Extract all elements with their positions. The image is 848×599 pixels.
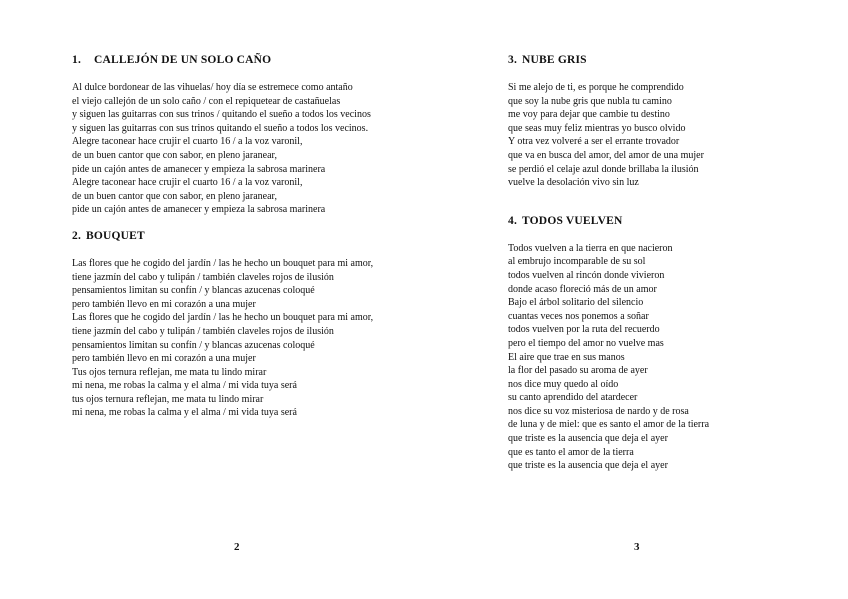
left-page-column	[72, 52, 402, 420]
lyric-line: y siguen las guitarras con sus trinos / quitando el sueño a todos los vecinos	[72, 109, 371, 121]
lyric-line: de luna y de miel: que es santo el amor de la tierra	[508, 419, 710, 431]
lyric-line: que triste es la ausencia que deja el ayer	[508, 460, 668, 472]
lyric-line: pide un cajón antes de amanecer y empieza la sabrosa marinera	[72, 163, 326, 175]
song-number: 2.	[72, 229, 82, 242]
lyric-line: Alegre taconear hace crujir el cuarto 16 / a la voz varonil,	[72, 177, 303, 189]
lyric-line: que soy la nube gris que nubla tu camino	[508, 95, 672, 107]
lyric-line: tiene jazmín del cabo y tulipán / también claveles rojos de ilusión	[72, 325, 334, 337]
lyric-line: Si me alejo de ti, es porque he comprendido	[508, 82, 684, 93]
lyric-line: pensamientos limitan su confín / y blancas azucenas coloqué	[72, 339, 315, 351]
lyric-line: nos dice muy quedo al oído	[508, 378, 619, 390]
lyric-line: nos dice su voz misteriosa de nardo y de rosa	[508, 405, 689, 417]
song-3	[508, 52, 808, 190]
lyric-line: el viejo callejón de un solo caño / con el repiquetear de castañuelas	[72, 95, 341, 107]
spacer	[508, 190, 808, 213]
lyric-line: Al dulce bordonear de las vihuelas/ hoy día se estremece como antaño	[72, 82, 353, 93]
page-number: 2	[234, 541, 240, 553]
lyric-line: Alegre taconear hace crujir el cuarto 16 / a la voz varonil,	[72, 136, 303, 148]
lyric-line: cuantas veces nos ponemos a soñar	[508, 310, 649, 322]
lyric-line: El aire que trae en sus manos	[508, 351, 625, 363]
lyric-line: donde acaso floreció más de un amor	[508, 283, 657, 295]
lyric-line: tus ojos ternura reflejan, me mata tu lindo mirar	[72, 393, 264, 405]
song-title-text: TODOS VUELVEN	[522, 214, 623, 227]
lyric-line: Bajo el árbol solitario del silencio	[508, 297, 644, 309]
lyric-line: mi nena, me robas la calma y el alma / mi vida tuya será	[72, 407, 297, 419]
lyric-line: su canto aprendido del atardecer	[508, 392, 638, 404]
song-lyrics	[508, 81, 808, 190]
lyric-line: que es tanto el amor de la tierra	[508, 446, 634, 458]
lyric-line: todos vuelven por la ruta del recuerdo	[508, 324, 660, 336]
song-lyrics	[72, 81, 402, 217]
lyric-line: de un buen cantor que con sabor, en pleno jaranear,	[72, 149, 277, 161]
lyric-line: pide un cajón antes de amanecer y empieza la sabrosa marinera	[72, 204, 326, 216]
song-title	[508, 52, 808, 68]
lyric-line: que seas muy feliz mientras yo busco olvido	[508, 122, 686, 134]
lyric-line: pero también llevo en mi corazón a una mujer	[72, 353, 256, 365]
lyric-line: me voy para dejar que cambie tu destino	[508, 109, 670, 121]
lyric-line: y siguen las guitarras con sus trinos quitando el sueño a todos los vecinos.	[72, 122, 369, 134]
lyric-line: Y otra vez volveré a ser el errante trovador	[508, 136, 680, 148]
lyric-line: mi nena, me robas la calma y el alma / mi vida tuya será	[72, 380, 297, 392]
song-2	[72, 228, 402, 420]
song-number: 4.	[508, 214, 518, 227]
spacer	[72, 217, 402, 228]
page-number: 3	[634, 541, 640, 553]
lyric-line: pero también llevo en mi corazón a una mujer	[72, 298, 256, 310]
right-page	[424, 0, 848, 599]
song-lyrics	[508, 242, 808, 473]
song-title	[72, 52, 402, 68]
song-4	[508, 213, 808, 473]
song-lyrics	[72, 257, 402, 420]
lyric-line: que va en busca del amor, del amor de una mujer	[508, 149, 704, 161]
song-title-text: BOUQUET	[86, 229, 145, 242]
lyric-line: de un buen cantor que con sabor, en pleno jaranear,	[72, 190, 277, 202]
lyric-line: Las flores que he cogido del jardín / las he hecho un bouquet para mi amor,	[72, 257, 374, 269]
song-title	[72, 228, 402, 244]
lyric-line: vuelve la desolación vivo sin luz	[508, 177, 639, 189]
song-title-text: NUBE GRIS	[522, 54, 587, 66]
lyric-line: que triste es la ausencia que deja el ayer	[508, 433, 668, 445]
lyric-line: al embrujo incomparable de su sol	[508, 256, 646, 268]
song-title	[508, 213, 808, 229]
lyric-line: Tus ojos ternura reflejan, me mata tu lindo mirar	[72, 366, 267, 378]
song-number: 3.	[508, 54, 518, 66]
lyric-line: tiene jazmín del cabo y tulipán / también claveles rojos de ilusión	[72, 271, 334, 283]
lyric-line: Las flores que he cogido del jardín / las he hecho un bouquet para mi amor,	[72, 312, 374, 324]
song-title-text: CALLEJÓN DE UN SOLO CAÑO	[94, 54, 272, 66]
lyric-line: pensamientos limitan su confín / y blancas azucenas coloqué	[72, 285, 315, 297]
lyric-line: pero el tiempo del amor no vuelve mas	[508, 337, 664, 349]
lyric-line: todos vuelven al rincón donde vivieron	[508, 269, 665, 281]
lyric-line: se perdió el celaje azul donde brillaba la ilusión	[508, 163, 699, 175]
right-page-column	[508, 52, 808, 473]
lyric-line: la flor del pasado su aroma de ayer	[508, 365, 648, 377]
song-1	[72, 52, 402, 217]
song-number: 1.	[72, 54, 82, 66]
lyric-line: Todos vuelven a la tierra en que nacieron	[508, 242, 673, 254]
